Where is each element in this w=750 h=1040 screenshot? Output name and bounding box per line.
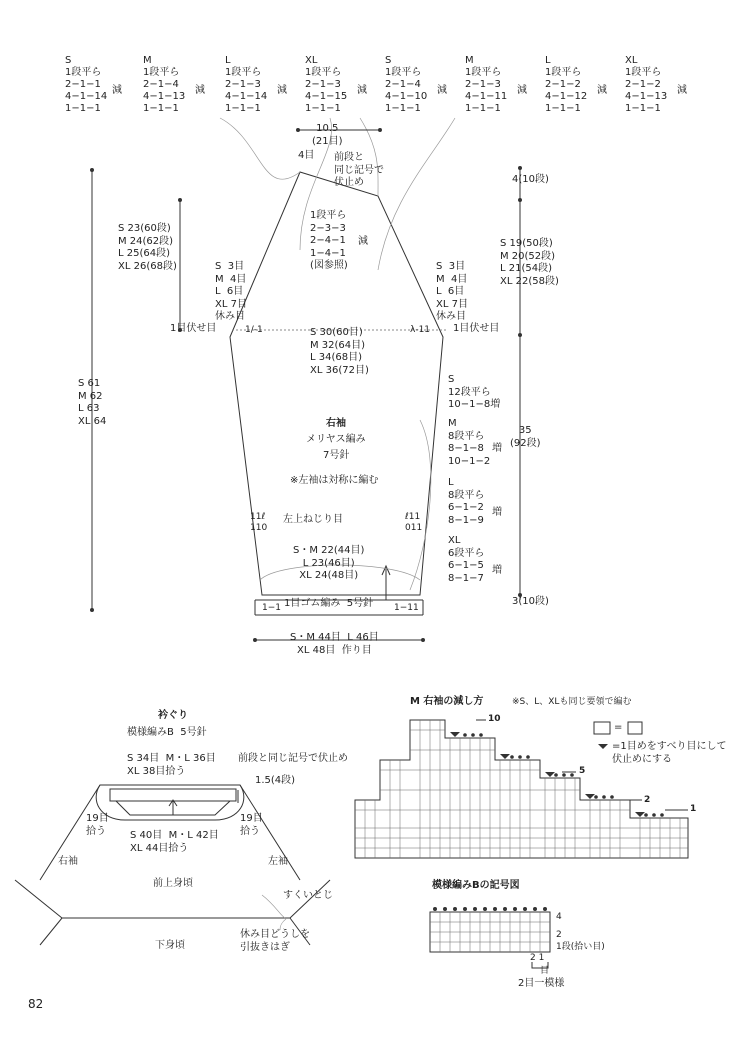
decrease-line: 4−1−15	[305, 91, 348, 102]
pattern-b-row-2: 2	[556, 930, 562, 940]
pattern-b-cols: 2 1	[530, 953, 545, 963]
pattern-b-repeat: 2目一模様	[518, 978, 565, 989]
decrease-suffix: 減	[517, 85, 527, 96]
rib-mark-left: 1−1	[262, 603, 281, 613]
decrease-size-label: XL	[625, 55, 638, 66]
decrease-suffix: 減	[437, 85, 447, 96]
decrease-line: 4−1−13	[143, 91, 186, 102]
pattern-b-col-sub: 目	[540, 966, 550, 976]
mirror-note: ※左袖は対称に編む	[290, 475, 379, 486]
decrease-suffix: 減	[357, 85, 367, 96]
page-number: 82	[28, 997, 44, 1011]
increase-m-suffix: 増	[492, 443, 502, 454]
collar-stitch: 模様編みB 5号針	[127, 727, 207, 738]
row-label-2: 2	[644, 795, 651, 805]
m-chart-note: ※S、L、XLも同じ要領で編む	[512, 697, 632, 707]
decrease-line: 1−1−1	[65, 103, 101, 114]
top-stitch-count: 4目	[298, 150, 315, 161]
decrease-size-label: S	[385, 55, 392, 66]
cuff-width: S・M 22(44目) L 23(46目) XL 24(48目)	[293, 545, 365, 581]
legend-equals: =	[614, 722, 623, 733]
collar-title: 衿ぐり	[158, 710, 188, 721]
decrease-line: 1段平ら	[465, 67, 502, 78]
decrease-suffix: 減	[677, 85, 687, 96]
decrease-line: 4−1−12	[545, 91, 588, 102]
decrease-line: 4−1−14	[65, 91, 108, 102]
decrease-line: 2−1−2	[625, 79, 661, 90]
collar-bottom-pickup: S 40目 M・L 42目 XL 44目拾う	[130, 830, 219, 854]
decrease-suffix: 減	[597, 85, 607, 96]
body-length: 35 (92段)	[510, 425, 541, 449]
decrease-line: 2−1−3	[225, 79, 261, 90]
decrease-line: 1段平ら	[143, 67, 180, 78]
pattern-b-row-1: 1段(拾い目)	[556, 942, 605, 952]
bindoff-left: 1目伏せ目	[170, 323, 217, 334]
sleeve-needle: 7号針	[323, 450, 350, 461]
decrease-size-label: M	[143, 55, 152, 66]
top-width-label: 10.5 (21目)	[312, 123, 343, 147]
decrease-size-label: L	[225, 55, 231, 66]
decrease-line: 1−1−1	[143, 103, 179, 114]
twist-mark-right: ℓ11 011	[405, 512, 423, 533]
twist-stitch-label: 左上ねじり目	[283, 514, 343, 525]
row-label-5: 5	[579, 766, 586, 776]
decrease-line: 2−1−4	[385, 79, 421, 90]
increase-m: M 8段平ら 8−1−8 10−1−2	[448, 418, 491, 467]
decrease-line: 1段平ら	[545, 67, 582, 78]
cap-decrease-note: 1段平ら 2−3−3 2−4−1 1−4−1 (図参照)	[310, 210, 348, 271]
legend-bindoff: =1目めをすべり目にして 伏止めにする	[612, 741, 727, 765]
decrease-line: 2−1−2	[545, 79, 581, 90]
cap-height-right: S 19(50段) M 20(52段) L 21(54段) XL 22(58段)	[500, 238, 559, 287]
rib-height: 3(10段)	[512, 596, 549, 607]
decrease-line: 1段平ら	[225, 67, 262, 78]
decrease-line: 2−1−3	[465, 79, 501, 90]
increase-xl-suffix: 増	[492, 565, 502, 576]
collar-pickup-left: 19目 拾う	[86, 813, 109, 837]
decrease-size-label: M	[465, 55, 474, 66]
m-chart-title: M 右袖の減し方	[410, 696, 484, 707]
twist-mark-left: 11ℓ 110	[250, 512, 268, 533]
decrease-line: 1−1−1	[385, 103, 421, 114]
decrease-line: 1−1−1	[625, 103, 661, 114]
increase-s: S 12段平ら 10−1−8増	[448, 374, 501, 410]
lower-body-label: 下身頃	[155, 940, 185, 951]
row-label-1: 1	[690, 804, 697, 814]
increase-l-suffix: 増	[492, 507, 502, 518]
decrease-mark-right: λ-11	[410, 325, 431, 335]
join-label: 休み目どうしを 引抜きはぎ	[240, 929, 310, 953]
decrease-line: 1段平ら	[65, 67, 102, 78]
decrease-line: 2−1−4	[143, 79, 179, 90]
decrease-line: 1−1−1	[465, 103, 501, 114]
decrease-size-label: S	[65, 55, 72, 66]
left-sleeve-label: 左袖	[268, 856, 288, 867]
decrease-line: 1段平ら	[305, 67, 342, 78]
decrease-line: 2−1−3	[305, 79, 341, 90]
cap-height-left: S 23(60段) M 24(62段) L 25(64段) XL 26(68段)	[118, 223, 177, 272]
decrease-size-label: XL	[305, 55, 318, 66]
decrease-line: 1−1−1	[225, 103, 261, 114]
decrease-line: 4−1−14	[225, 91, 268, 102]
total-length: S 61 M 62 L 63 XL 64	[78, 378, 107, 427]
sleeve-title: 右袖	[326, 418, 346, 429]
increase-xl: XL 6段平ら 6−1−5 8−1−7	[448, 535, 485, 584]
decrease-size-label: L	[545, 55, 551, 66]
decrease-suffix: 減	[277, 85, 287, 96]
increase-l: L 8段平ら 6−1−2 8−1−9	[448, 477, 485, 526]
decrease-line: 2−1−1	[65, 79, 101, 90]
decrease-mark-left: 1/-1	[245, 325, 263, 335]
held-stitches-left: S 3目 M 4目 L 6目 XL 7目 休み目	[215, 261, 247, 322]
sleeve-stitch: メリヤス編み	[306, 434, 366, 445]
decrease-suffix: 減	[195, 85, 205, 96]
decrease-suffix: 減	[112, 85, 122, 96]
decrease-line: 1−1−1	[305, 103, 341, 114]
seam-label: すくいとじ	[283, 890, 333, 901]
decrease-line: 1段平ら	[625, 67, 662, 78]
bindoff-right: 1目伏せ目	[453, 323, 500, 334]
held-stitches-right: S 3目 M 4目 L 6目 XL 7目 休み目	[436, 261, 468, 322]
decrease-line: 1−1−1	[545, 103, 581, 114]
front-yoke-label: 前上身頃	[153, 878, 193, 889]
right-sleeve-label: 右袖	[58, 856, 78, 867]
row-label-10: 10	[488, 714, 501, 724]
decrease-line: 4−1−11	[465, 91, 508, 102]
cap-top-height: 4(10段)	[512, 174, 549, 185]
collar-top-pickup: S 34目 M・L 36目 XL 38目拾う	[127, 753, 216, 777]
cap-decrease-suffix: 減	[358, 236, 368, 247]
collar-bindoff: 前段と同じ記号で伏止め	[238, 753, 348, 764]
decrease-line: 4−1−10	[385, 91, 428, 102]
collar-pickup-right: 19目 拾う	[240, 813, 263, 837]
collar-height: 1.5(4段)	[255, 775, 296, 786]
top-bindoff-note: 前段と 同じ記号で 伏止め	[334, 152, 384, 188]
decrease-line: 4−1−13	[625, 91, 668, 102]
decrease-line: 1段平ら	[385, 67, 422, 78]
cast-on-count: S・M 44目 L 46目 XL 48目 作り目	[290, 632, 379, 656]
pattern-b-row-4: 4	[556, 912, 562, 922]
upper-arm-width: S 30(60目) M 32(64目) L 34(68目) XL 36(72目)	[310, 327, 369, 376]
pattern-b-title: 模様編みBの記号図	[432, 880, 520, 891]
rib-label: 1目ゴム編み 5号針	[284, 598, 374, 609]
rib-mark-right: 1−11	[394, 603, 419, 613]
